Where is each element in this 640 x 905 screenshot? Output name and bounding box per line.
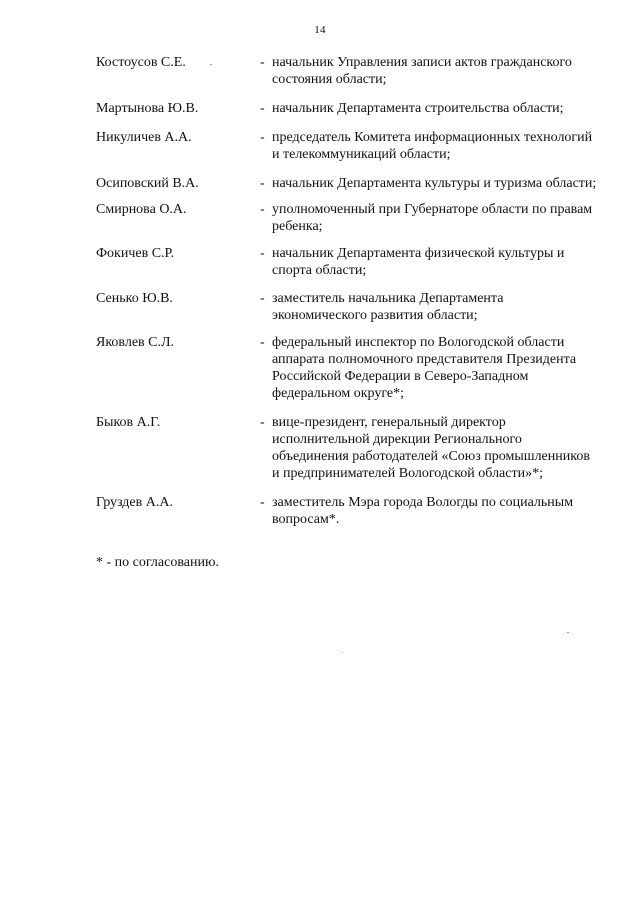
member-position: уполномоченный при Губернаторе области по правам ребенка; xyxy=(272,202,593,234)
member-name: Смирнова О.А. xyxy=(96,202,187,217)
separator-dash: - xyxy=(260,495,265,510)
page-number: 14 xyxy=(314,24,326,36)
member-name: Фокичев С.Р. xyxy=(96,246,175,261)
list-item xyxy=(96,494,630,528)
separator-dash: - xyxy=(260,202,265,217)
scan-speck xyxy=(342,652,343,653)
separator-dash: - xyxy=(260,335,265,350)
member-position: председатель Комитета информационных технологий и телекоммуникаций области; xyxy=(272,130,593,162)
list-item xyxy=(96,290,630,324)
list-item xyxy=(96,175,630,192)
member-position: федеральный инспектор по Вологодской области аппарата полномочного представителя Президента Российской Федерации в Северо-Западном федеральном округе*; xyxy=(272,335,577,401)
member-name: Костоусов С.Е. xyxy=(96,55,186,70)
separator-dash: - xyxy=(260,415,265,430)
list-item xyxy=(96,201,630,235)
member-name: Быков А.Г. xyxy=(96,415,161,430)
member-position: заместитель Мэра города Вологды по социальным вопросам*. xyxy=(272,495,574,527)
separator-dash: - xyxy=(260,176,265,191)
member-position: начальник Департамента строительства области; xyxy=(272,101,564,116)
member-name: Сенько Ю.В. xyxy=(96,291,173,306)
list-item xyxy=(96,334,630,402)
member-position: вице-президент, генеральный директор исполнительной дирекции Регионального объединения работодателей «Союз промышленников и предпринимателей Вологодской области»*; xyxy=(272,415,590,481)
list-item xyxy=(96,100,630,117)
member-position: начальник Департамента физической культуры и спорта области; xyxy=(272,246,565,278)
member-name: Яковлев С.Л. xyxy=(96,335,174,350)
separator-dash: - xyxy=(260,101,265,116)
separator-dash: - xyxy=(260,55,265,70)
scan-speck xyxy=(210,64,212,65)
member-position: начальник Управления записи актов гражданского состояния области; xyxy=(272,55,572,87)
member-name: Никуличев А.А. xyxy=(96,130,192,145)
member-name: Груздев А.А. xyxy=(96,495,173,510)
list-item xyxy=(96,129,630,163)
list-item xyxy=(96,245,630,279)
list-item xyxy=(96,54,630,88)
member-name: Осиповский В.А. xyxy=(96,176,199,191)
list-item xyxy=(96,414,630,482)
separator-dash: - xyxy=(260,246,265,261)
committee-member-list xyxy=(96,54,630,528)
separator-dash: - xyxy=(260,130,265,145)
member-position: начальник Департамента культуры и туризма области; xyxy=(272,176,597,191)
member-position: заместитель начальника Департамента экономического развития области; xyxy=(272,291,504,323)
footnote: * - по согласованию. xyxy=(96,555,219,570)
separator-dash: - xyxy=(260,291,265,306)
scan-speck xyxy=(567,632,569,633)
member-name: Мартынова Ю.В. xyxy=(96,101,199,116)
